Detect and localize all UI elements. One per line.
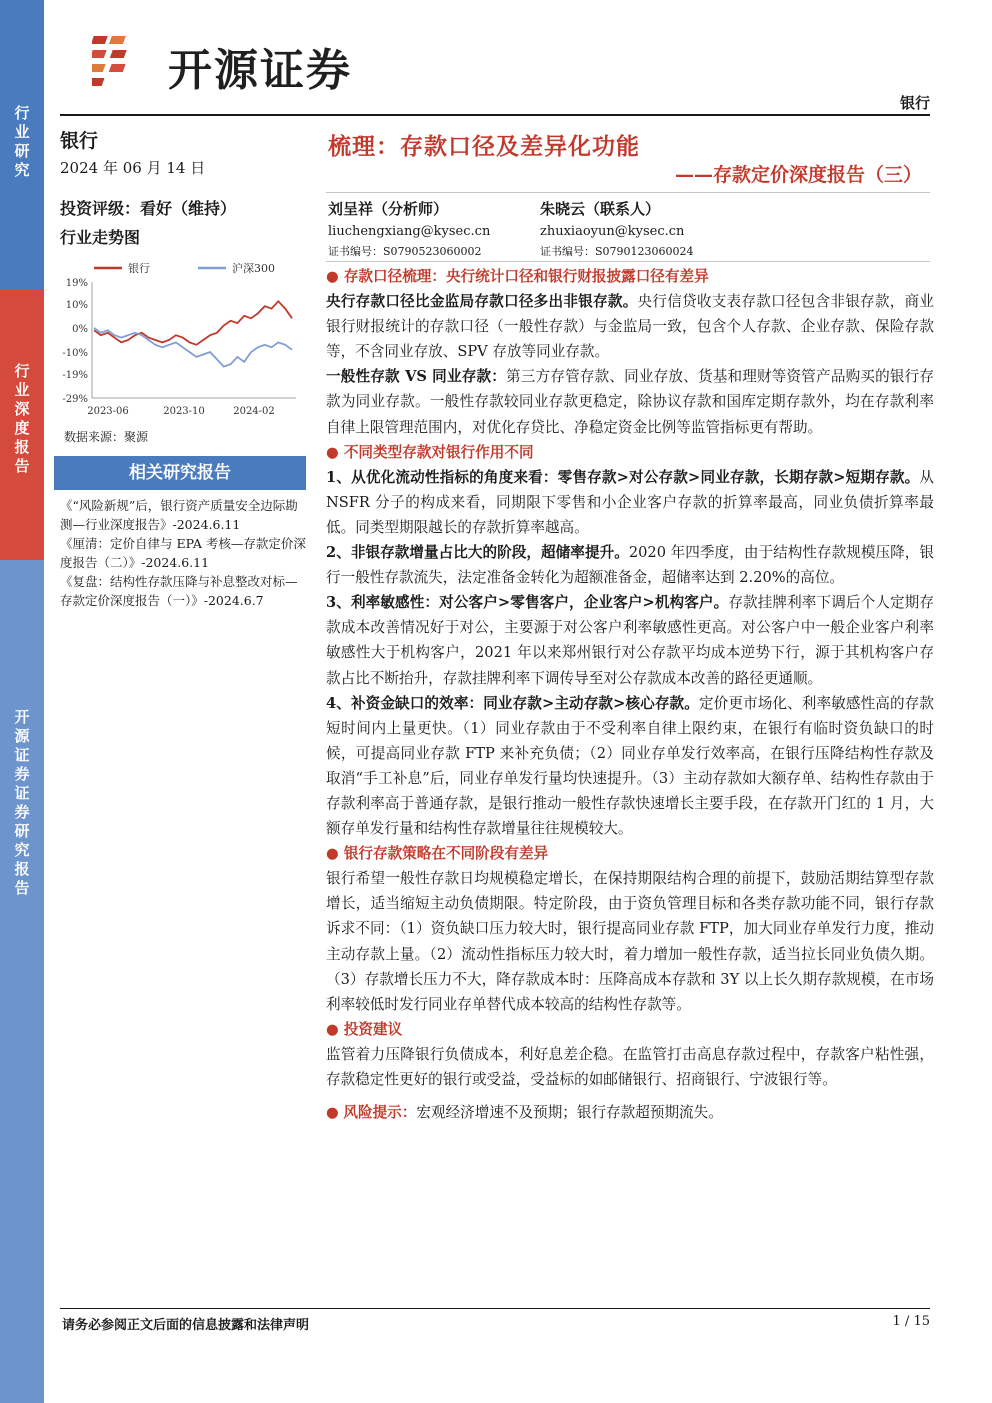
report-body — [326, 264, 934, 1125]
report-subtitle: ——存款定价深度报告（三） — [674, 164, 922, 186]
sidebar-bottom-label: 开源证券 证券研究报告 — [14, 708, 30, 897]
page-number: 1 / 15 — [892, 1314, 930, 1329]
related-report-item[interactable]: 《“风险新规”后，银行资产质量安全边际勘测—行业深度报告》-2024.6.11 — [60, 498, 298, 532]
section-heading: ● 投资建议 — [326, 1020, 403, 1038]
x-tick-label: 2023-10 — [163, 406, 205, 417]
y-tick-label: -29% — [62, 394, 88, 405]
trend-title: 行业走势图 — [60, 228, 141, 247]
left-column — [60, 126, 310, 248]
related-report-item[interactable]: 《复盘：结构性存款压降与补息整改对标—存款定价深度报告（一）》-2024.6.7 — [60, 574, 298, 608]
bullet-icon: ● — [326, 1020, 339, 1038]
brand-name: 开源证券 — [168, 45, 352, 96]
investment-rating: 投资评级：看好（维持） — [60, 199, 237, 218]
bullet-icon: ● — [326, 443, 339, 461]
author-license: 证书编号：S0790123060024 — [540, 245, 694, 258]
sector-label: 银行 — [60, 130, 99, 152]
risk-paragraph: ● 风险提示：宏观经济增速不及预期；银行存款超预期流失。 — [326, 1104, 723, 1122]
author-1 — [328, 198, 490, 259]
paragraph: 一般性存款 VS 同业存款：第三方存管存款、同业存放、货基和理财等资管产品购买的银行存款为同业存款。一般性存款较同业存款更稳定，除协议存款和国库定期存款外，均在存款利率自律上限管理范围内，对优化存贷比、净稳定资金比例等监管指标更有帮助。 — [326, 368, 934, 436]
section-heading: ● 银行存款策略在不同阶段有差异 — [326, 845, 549, 863]
author-name: 朱晓云（联系人） — [540, 200, 661, 218]
left-sidebar — [0, 0, 44, 1403]
paragraph: 1、从优化流动性指标的角度来看：零售存款>对公存款>同业存款，长期存款>短期存款。从 NSFR 分子的构成来看，同期限下零售和小企业客户存款的折算率最高，同业负债折算率最低。同类型期限越长的存款折算率越高。 — [326, 468, 934, 536]
section-heading: ● 不同类型存款对银行作用不同 — [326, 443, 534, 461]
paragraph: 2、非银存款增量占比大的阶段，超储率提升。2020 年四季度，由于结构性存款规模压降，银行一般性存款流失，法定准备金转化为超额准备金，超储率达到 2.20%的高位。 — [326, 544, 935, 587]
related-reports-header: 相关研究报告 — [54, 456, 306, 490]
industry-tag: 银行 — [899, 94, 930, 112]
footer-divider — [60, 1308, 930, 1309]
paragraph: 3、利率敏感性：对公客户>零售客户，企业客户>机构客户。存款挂牌利率下调后个人定期存款成本改善情况好于对公，主要源于对公客户利率敏感性更高。对公客户中一般企业客户利率敏感性大于机构客户，2021 年以来郑州银行对公存款平均成本逆势下行，源于其机构客户存款占比不断抬升，存款挂牌利率下调传导至对公存款成本改善的路径更通顺。 — [326, 594, 934, 687]
bullet-icon: ● — [326, 1104, 339, 1122]
title-divider — [326, 192, 930, 193]
sidebar-top-label: 行业研究 — [14, 104, 30, 179]
related-report-item[interactable]: 《厘清：定价自律与 EPA 考核—存款定价深度报告（二）》-2024.6.11 — [60, 536, 306, 570]
y-tick-label: -19% — [62, 369, 88, 381]
industry-trend-chart — [56, 252, 310, 422]
report-title: 梳理：存款口径及差异化功能 — [328, 133, 640, 160]
series-line-0 — [94, 301, 292, 345]
y-tick-label: 0% — [72, 323, 88, 335]
report-date: 2024 年 06 月 14 日 — [60, 159, 206, 177]
brand-logo-icon — [92, 30, 162, 90]
y-tick-label: 10% — [65, 299, 88, 311]
legend-label: 沪深300 — [232, 262, 275, 275]
paragraph: 4、补资金缺口的效率：同业存款>主动存款>核心存款。定价更市场化、利率敏感性高的存款短时间内上量更快。（1）同业存款由于不受利率自律上限约束，在银行有临时资负缺口的时候，可提高同业存款 FTP 来补充负债；（2）同业存单发行效率高，在银行压降结构性存款及取消“手工补息”后，同业存单发行量均快速提升。（3）主动存款如大额存单、结构性存款由于存款利率高于普通存款，是银行推动一般性存款快速增长主要手段，在存款开门红的 1 月，大额存单发行量和结构性存款增量往往规模较大。 — [326, 694, 934, 838]
bullet-icon: ● — [326, 268, 339, 285]
author-email[interactable]: liuchengxiang@kysec.cn — [328, 224, 491, 239]
sidebar-bottom-segment — [0, 560, 44, 1403]
paragraph: 监管着力压降银行负债成本，利好息差企稳。在监管打击高息存款过程中，存款客户粘性强，存款稳定性更好的银行或受益，受益标的如邮储银行、招商银行、宁波银行等。 — [326, 1045, 934, 1088]
related-reports-list — [60, 496, 306, 610]
paragraph: 央行存款口径比金监局存款口径多出非银存款。央行信贷收支表存款口径包含非银存款，商业银行财报统计的存款口径（一般性存款）与金监局一致，包含个人存款、企业存款、保险存款等，不含同业存放、SPV 存放等同业存款。 — [326, 293, 934, 361]
legend-label: 银行 — [128, 262, 150, 275]
x-tick-label: 2024-02 — [233, 406, 275, 417]
bullet-icon: ● — [326, 845, 339, 863]
author-2 — [540, 198, 694, 259]
chart-source: 数据来源：聚源 — [64, 430, 149, 444]
footer-disclaimer: 请务必参阅正文后面的信息披露和法律声明 — [62, 1318, 310, 1333]
author-divider — [326, 261, 930, 262]
y-tick-label: 19% — [65, 278, 88, 289]
header-divider — [60, 114, 930, 116]
author-name: 刘呈祥（分析师） — [328, 200, 449, 218]
paragraph: 银行希望一般性存款日均规模稳定增长，在保持期限结构合理的前提下，鼓励活期结算型存款增长，适当缩短主动负债期限。特定阶段，由于资负管理目标和各类存款功能不同，银行存款诉求不同：（1）资负缺口压力较大时，银行提高同业存款 FTP，加大同业存单发行力度，推动主动存款上量。（2）流动性指标压力较大时，着力增加一般性存款，适当拉长同业负债久期。（3）存款增长压力不大，降存款成本时：压降高成本存款和 3Y 以上长久期存款规模，在市场利率较低时发行同业存单替代成本较高的结构性存款等。 — [326, 870, 934, 1013]
author-email[interactable]: zhuxiaoyun@kysec.cn — [540, 224, 685, 239]
series-line-1 — [94, 328, 292, 367]
x-tick-label: 2023-06 — [87, 406, 129, 417]
sidebar-mid-label: 行业深度报告 — [14, 362, 30, 475]
y-tick-label: -10% — [62, 348, 88, 360]
section-heading: ● 存款口径梳理：央行统计口径和银行财报披露口径有差异 — [326, 268, 709, 285]
author-license: 证书编号：S0790523060002 — [328, 245, 482, 258]
